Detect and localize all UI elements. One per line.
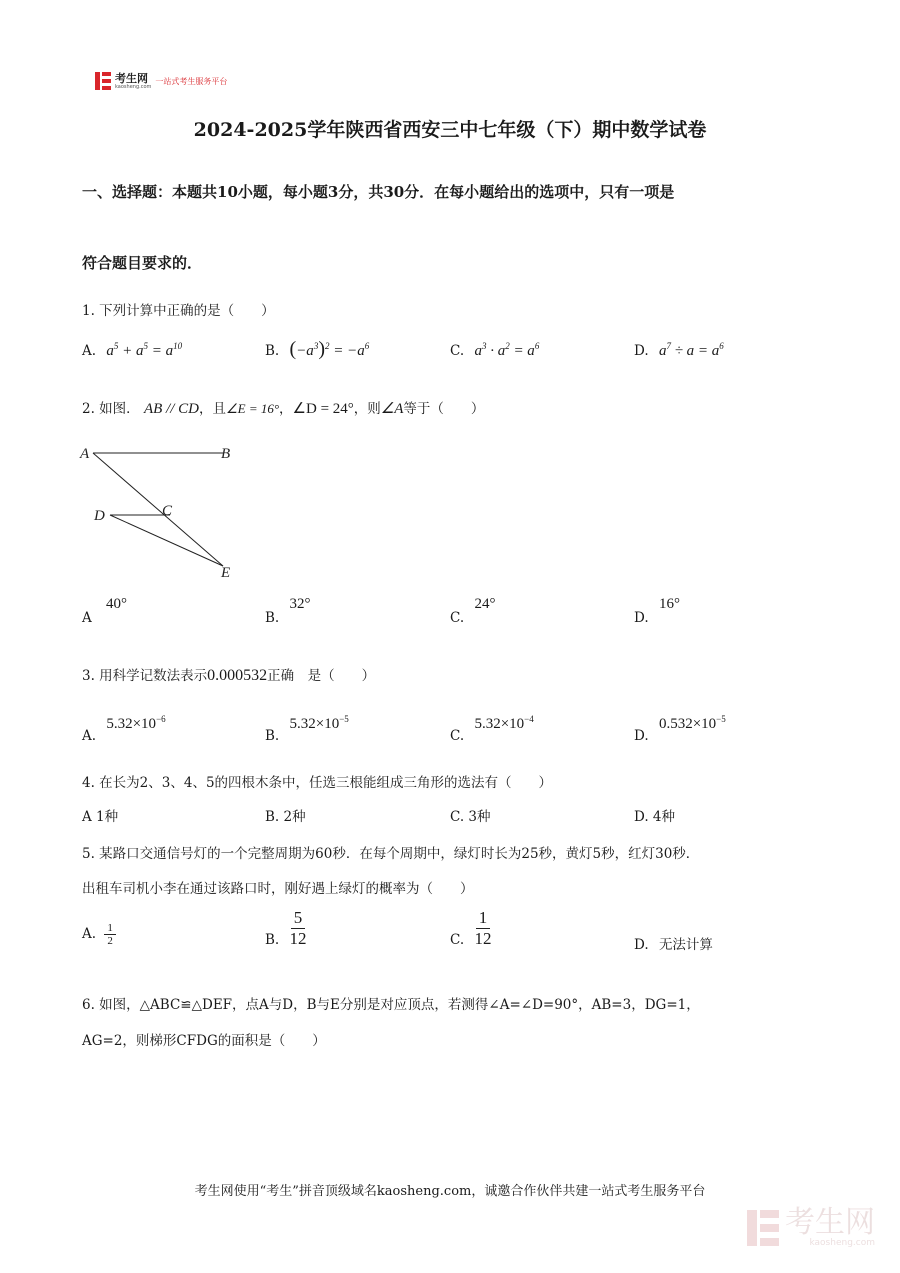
- q5-option-d-label: D.: [634, 937, 649, 953]
- q1-option-c: C. $a^3 \cdot a^2 = a^6$: [450, 341, 540, 359]
- q3-option-a-label: A.: [82, 728, 97, 744]
- q3-option-c-base: 5.32×10: [474, 716, 525, 732]
- q2-suffix: 等于（ ）: [403, 401, 485, 417]
- q2-option-a-value: 40°: [106, 596, 128, 612]
- q5-option-c-num: 1: [476, 908, 491, 929]
- q5-option-a-num: 1: [104, 922, 116, 935]
- q3-option-d: [634, 714, 726, 744]
- line-ae: [93, 453, 223, 566]
- q5-option-a-label: A.: [82, 926, 97, 942]
- q2-angle-e: ∠E = 16°: [225, 401, 280, 416]
- q2-geometry-figure: [75, 440, 245, 585]
- logo-name: 考生网: [115, 71, 148, 85]
- q3-suffix: 正确 是（ ）: [267, 668, 376, 684]
- question-5-line1: 5. 某路口交通信号灯的一个完整周期为60秒．在每个周期中，绿灯时长为25秒，黄灯5秒，红灯30秒．: [82, 846, 700, 862]
- q4-option-a: A 1种: [82, 809, 119, 825]
- point-e-label: E: [221, 565, 231, 581]
- watermark-url: kaosheng.com: [809, 1238, 875, 1248]
- q3-option-d-base: 0.532×10: [658, 716, 717, 732]
- page-title: 2024-2025学年陕西省西安三中七年级（下）期中数学试卷: [193, 119, 707, 141]
- q2-option-b-value: 32°: [289, 596, 311, 612]
- q3-option-c: [450, 714, 534, 744]
- q5-option-b-den: 12: [289, 929, 307, 948]
- q5-option-c: [450, 908, 491, 949]
- q3-option-b-base: 5.32×10: [289, 716, 340, 732]
- q3-prefix: 3. 用科学记数法表示: [82, 668, 208, 684]
- q3-option-b: [265, 714, 349, 744]
- q4-option-d: D. 4种: [634, 809, 676, 825]
- q2-prefix: 2. 如图．: [82, 401, 140, 417]
- question-6-line2: AG=2，则梯形CFDG的面积是（ ）: [82, 1033, 326, 1049]
- question-6-line1: 6. 如图，△ABC≌△DEF，点A与D，B与E分别是对应顶点，若测得∠A=∠D=90°，AB=3，DG=1，: [82, 997, 700, 1013]
- q5-option-c-label: C.: [450, 932, 465, 948]
- q3-option-c-label: C.: [450, 728, 465, 744]
- logo-slogan: 一站式考生服务平台: [155, 76, 228, 86]
- q2-option-b-label: B.: [265, 610, 280, 626]
- q3-option-c-exp: −4: [524, 714, 534, 724]
- q1-option-d-label: D.: [634, 343, 649, 359]
- question-3-stem: [82, 664, 375, 685]
- q2-parallel: AB // CD: [143, 401, 199, 417]
- q5-option-c-fraction: [474, 908, 491, 949]
- watermark-text: 考生网: [785, 1205, 875, 1240]
- q3-option-d-exp: −5: [716, 714, 726, 724]
- section-heading-line2: 符合题目要求的．: [82, 254, 203, 272]
- page-footer: 考生网使用“考生”拼音顶级域名kaosheng.com，诚邀合作伙伴共建一站式考生服务平台: [194, 1184, 706, 1199]
- q3-number: 0.000532: [207, 667, 268, 684]
- question-1-stem: 1. 下列计算中正确的是（ ）: [82, 303, 275, 319]
- point-b-label: B: [221, 446, 231, 462]
- q1-option-b-label: B.: [265, 343, 280, 359]
- line-de: [110, 515, 223, 566]
- q3-option-a-base: 5.32×10: [106, 716, 157, 732]
- q2-option-c-label: C.: [450, 610, 465, 626]
- question-2-stem: [82, 397, 484, 418]
- q3-option-b-exp: −5: [339, 714, 349, 724]
- q5-option-c-den: 12: [474, 929, 492, 948]
- q3-option-d-label: D.: [634, 728, 649, 744]
- point-c-label: C: [162, 503, 173, 519]
- q5-option-b-label: B.: [265, 932, 280, 948]
- q2-option-d-label: D.: [634, 610, 649, 626]
- question-4-stem: 4. 在长为2、3、4、5的四根木条中，任选三根能组成三角形的选法有（ ）: [82, 775, 553, 791]
- q2-option-b: [265, 596, 311, 626]
- q2-mid3: ，则: [353, 401, 381, 417]
- watermark-logo-icon: [747, 1210, 779, 1246]
- q5-option-b: [265, 908, 307, 949]
- q4-option-c: C. 3种: [450, 809, 491, 825]
- point-a-label: A: [80, 446, 90, 462]
- q3-option-b-label: B.: [265, 728, 280, 744]
- q2-option-c: [450, 596, 496, 626]
- q5-option-b-fraction: [290, 908, 307, 949]
- q1-option-a-label: A.: [82, 343, 97, 359]
- header-logo[interactable]: [95, 72, 227, 90]
- q2-angle-d: ∠D = 24°: [292, 401, 354, 417]
- q3-option-a: [82, 714, 166, 744]
- q4-option-b: B. 2种: [265, 809, 306, 825]
- q2-option-d: [634, 596, 680, 626]
- q5-option-a: [82, 922, 116, 947]
- q2-option-d-value: 16°: [658, 596, 680, 612]
- q2-angle-a: ∠A: [380, 401, 404, 417]
- q2-mid2: ，: [279, 401, 293, 417]
- point-d-label: D: [94, 508, 105, 524]
- q3-option-a-exp: −6: [156, 714, 166, 724]
- q5-option-d-text: 无法计算: [658, 937, 713, 953]
- q1-option-b: B. $(-a^3)^2 = -a^6$: [265, 338, 370, 360]
- q2-option-a-label: A: [82, 610, 92, 626]
- q1-option-c-label: C.: [450, 343, 465, 359]
- q1-option-a: A. $a^5 + a^5 = a^{10}$: [82, 341, 183, 359]
- q5-option-b-num: 5: [291, 908, 306, 929]
- q2-mid1: ，且: [198, 401, 226, 417]
- q2-option-a: [82, 596, 128, 626]
- logo-url: kaosheng.com: [115, 83, 152, 90]
- q5-option-a-fraction: [104, 922, 116, 947]
- q2-option-c-value: 24°: [474, 596, 496, 612]
- question-5-line2: 出租车司机小李在通过该路口时，刚好遇上绿灯的概率为（ ）: [82, 881, 474, 897]
- q5-option-a-den: 2: [107, 935, 113, 947]
- q5-option-d: [634, 933, 713, 953]
- watermark: [747, 1205, 875, 1248]
- logo-icon: [95, 72, 111, 90]
- section-heading-line1: 一、选择题：本题共10小题，每小题3分，共30分．在每小题给出的选项中，只有一项是: [82, 183, 675, 201]
- q1-option-d: D. $a^7 \div a = a^6$: [634, 341, 724, 359]
